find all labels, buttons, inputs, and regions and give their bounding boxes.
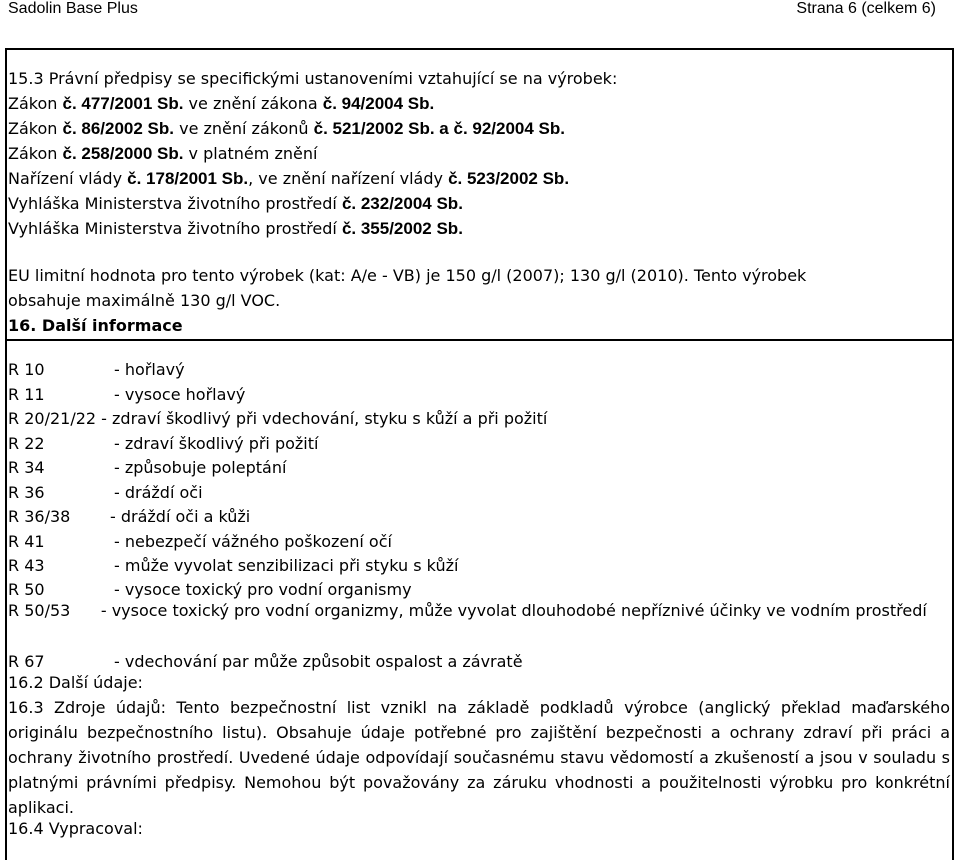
- eu-limit-line-1: EU limitní hodnota pro tento výrobek (kat: A/e - VB) je 150 g/l (2007); 130 g/l (2010). Tento výrobek: [8, 266, 807, 285]
- subsection-16-3: 16.3 Zdroje údajů: Tento bezpečnostní list vznikl na základě podkladů výrobce (anglický překlad maďarského originálu bezpečnostního listu). Obsahuje údaje potřebné pro zajištění bezpečnosti a ochrany zdraví při práci a ochrany životního prostředí. Uvedené údaje odpovídají současnému stavu vědomostí a zkušeností a jsou v souladu s platnými právními předpisy. Nemohou být považovány za záruku vhodnosti a použitelnosti výrobku pro konkrétní aplikaci.: [8, 698, 950, 817]
- r-code: R 22: [8, 434, 45, 453]
- r-desc: - hořlavý: [114, 360, 185, 379]
- r-code: R 34: [8, 458, 45, 477]
- r-code: R 43: [8, 556, 45, 575]
- r-code: R 10: [8, 360, 45, 379]
- r-code: R 11: [8, 385, 45, 404]
- r-50-53-row: R 50/53 - vysoce toxický pro vodní organizmy, může vyvolat dlouhodobé nepříznivé účinky ve vodním prostředí: [8, 601, 927, 620]
- r-desc: - vysoce toxický pro vodní organismy: [114, 580, 412, 599]
- law-line: Zákon č. 86/2002 Sb. ve znění zákonů č. 521/2002 Sb. a č. 92/2004 Sb.: [8, 119, 566, 138]
- product-name: Sadolin Base Plus: [8, 0, 138, 17]
- r-code: R 20/21/22: [8, 409, 97, 428]
- page-header: [0, 0, 960, 22]
- r-code: R 36/38: [8, 507, 71, 526]
- r-desc: - zdraví škodlivý při požití: [114, 434, 319, 453]
- law-line: Vyhláška Ministerstva životního prostředí č. 232/2004 Sb.: [8, 194, 463, 213]
- r-desc: - dráždí oči a kůži: [110, 507, 251, 526]
- subsection-16-2: 16.2 Další údaje:: [8, 673, 143, 692]
- law-line: Vyhláška Ministerstva životního prostředí č. 355/2002 Sb.: [8, 219, 463, 238]
- r-desc: - může vyvolat senzibilizaci při styku s kůží: [114, 556, 459, 575]
- r-desc: - vdechování par může způsobit ospalost a závratě: [114, 652, 523, 671]
- r-desc: - zdraví škodlivý při vdechování, styku s kůží a při požití: [101, 409, 548, 428]
- r-desc: - způsobuje poleptání: [114, 458, 287, 477]
- section-15-3-heading: 15.3 Právní předpisy se specifickými ustanoveními vztahující se na výrobek:: [8, 69, 618, 88]
- r-code: R 36: [8, 483, 45, 502]
- law-line: Zákon č. 477/2001 Sb. ve znění zákona č. 94/2004 Sb.: [8, 94, 435, 113]
- r-desc: - nebezpečí vážného poškození očí: [114, 532, 392, 551]
- r-code: R 50: [8, 580, 45, 599]
- page-number: Strana 6 (celkem 6): [796, 0, 936, 17]
- law-line: Zákon č. 258/2000 Sb. v platném znění: [8, 144, 318, 163]
- r-desc: - vysoce hořlavý: [114, 385, 246, 404]
- eu-limit-line-2: obsahuje maximálně 130 g/l VOC.: [8, 291, 281, 310]
- r-code: R 67: [8, 652, 45, 671]
- law-line: Nařízení vlády č. 178/2001 Sb., ve znění nařízení vlády č. 523/2002 Sb.: [8, 169, 570, 188]
- section-divider: [5, 339, 954, 341]
- r-phrase-row: [8, 407, 547, 431]
- subsection-16-4: 16.4 Vypracoval:: [8, 819, 143, 838]
- r-desc: - dráždí oči: [114, 483, 203, 502]
- section-16-title: 16. Další informace: [8, 316, 183, 335]
- r-code: R 41: [8, 532, 45, 551]
